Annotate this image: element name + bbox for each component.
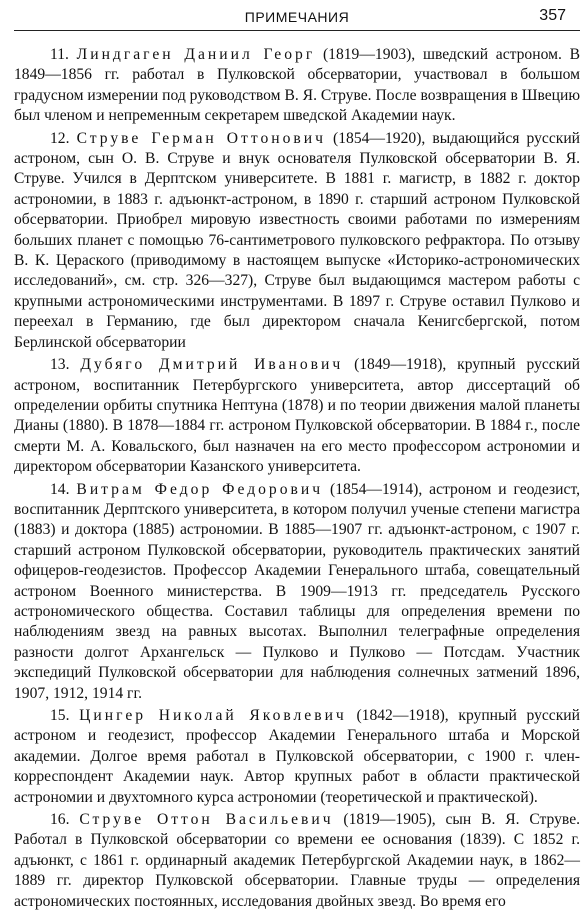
note-number: 15.: [50, 707, 70, 724]
note-person-name: Струве Герман Оттонович: [76, 129, 326, 147]
note-text: (1854—1914), астроном и геодезист, воспитанник Дерптского университета, в котором получил ученые степени магистра (1883) и доктора (1885) астрономии. В 1885—1907 гг. адъюнкт-астроном, с 1907 г. старший астроном Пулковской обсерватории, руководитель практических занятий офицеров-геодезистов. Профессор Академии Генерального штаба, совещательный астроном Военного министерства. В 1909—1913 гг. председатель Русского астрономического общества. Составил таблицы для определения времени по наблюдениям звезд на равных высотах. Выполнил телеграфные определения разности долгот Архангельск — Пулково и Пулково — Потсдам. Участник экспедиций Пулковской обсерватории для наблюдения солнечных затмений 1896, 1907, 1912, 1914 гг.: [14, 480, 580, 702]
note-12: [14, 129, 580, 353]
note-text: (1819—1905), сын В. Я. Струве. Работал в Пулковской обсерватории со времени ее основания (1839). С 1852 г. адъюнкт, с 1861 г. ординарный академик Петербургской Академии наук, в 1862—1889 гг. директор Пулковской обсерватории. Главные труды — определения астрономических постоянных, исследования двойных звезд. Во время его: [14, 811, 581, 910]
note-16: [14, 810, 580, 912]
note-number: 11.: [50, 46, 69, 63]
notes-section: [14, 45, 580, 912]
note-15: [14, 706, 580, 808]
note-14: [14, 480, 580, 704]
note-person-name: Дубяго Дмитрий Иванович: [80, 356, 344, 374]
note-person-name: Витрам Федор Федорович: [76, 480, 324, 498]
note-number: 12.: [50, 129, 70, 147]
note-11: [14, 45, 580, 127]
note-person-name: Линдгаген Даниил Георг: [76, 46, 316, 63]
note-number: 16.: [50, 811, 70, 829]
note-text: (1854—1920), выдающийся русский астроном, сын О. В. Струве и внук основателя Пулковской обсерватории В. Я. Струве. Учился в Дерптском университете. В 1881 г. магистр, в 1882 г. доктор астрономии, в 1883 г. адъюнкт-астроном, в 1890 г. старший астроном Пулковской обсерватории. Приобрел мировую известность своими работами по измерениям больших планет с помощью 76-сантиметрового пулковского рефрактора. По отзыву В. К. Цераского (приводимому в настоящем выпуске «Историко-астрономических исследований», см. стр. 326—327), Струве был выдающимся мастером работы с крупными астрономическими инструментами. В 1897 г. Струве оставил Пулково и переехал в Германию, где был директором сначала Кенигсбергской, потом Берлинской обсерватории: [14, 129, 581, 351]
note-number: 13.: [50, 356, 70, 374]
note-text: (1842—1918), крупный русский астроном и геодезист, профессор Академии Генерального штаба и Морской академии. Долгое время работал в Пулковской обсерватории, с 1900 г. член-корреспондент Академии наук. Автор крупных работ в области практической астрономии и двухтомного курса астрономии (теоретической и практической).: [14, 707, 580, 806]
note-person-name: Цингер Николай Яковлевич: [79, 707, 347, 724]
page-header: [14, 4, 580, 31]
page-number: 357: [539, 7, 566, 24]
note-number: 14.: [50, 480, 70, 498]
note-person-name: Струве Оттон Васильевич: [79, 811, 334, 829]
note-text: (1849—1918), крупный русский астроном, воспитанник Петербургского университета, автор диссертаций об определении орбиты спутника Нептуна (1878) и по теории движения малой планеты Дианы (1880). В 1878—1884 гг. астроном Пулковской обсерватории. В 1884 г., после смерти М. А. Ковальского, был назначен на его место профессором астрономии и директором обсерватории Казанского университета.: [14, 356, 580, 476]
note-text: (1819—1903), шведский астроном. В 1849—1856 гг. работал в Пулковской обсерватории, участвовал в большом градусном измерении под руководством В. Я. Струве. После возвращения в Швецию был членом и непременным секретарем шведской Академии наук.: [14, 46, 580, 125]
note-13: [14, 355, 580, 477]
running-head: ПРИМЕЧАНИЯ: [244, 9, 350, 25]
